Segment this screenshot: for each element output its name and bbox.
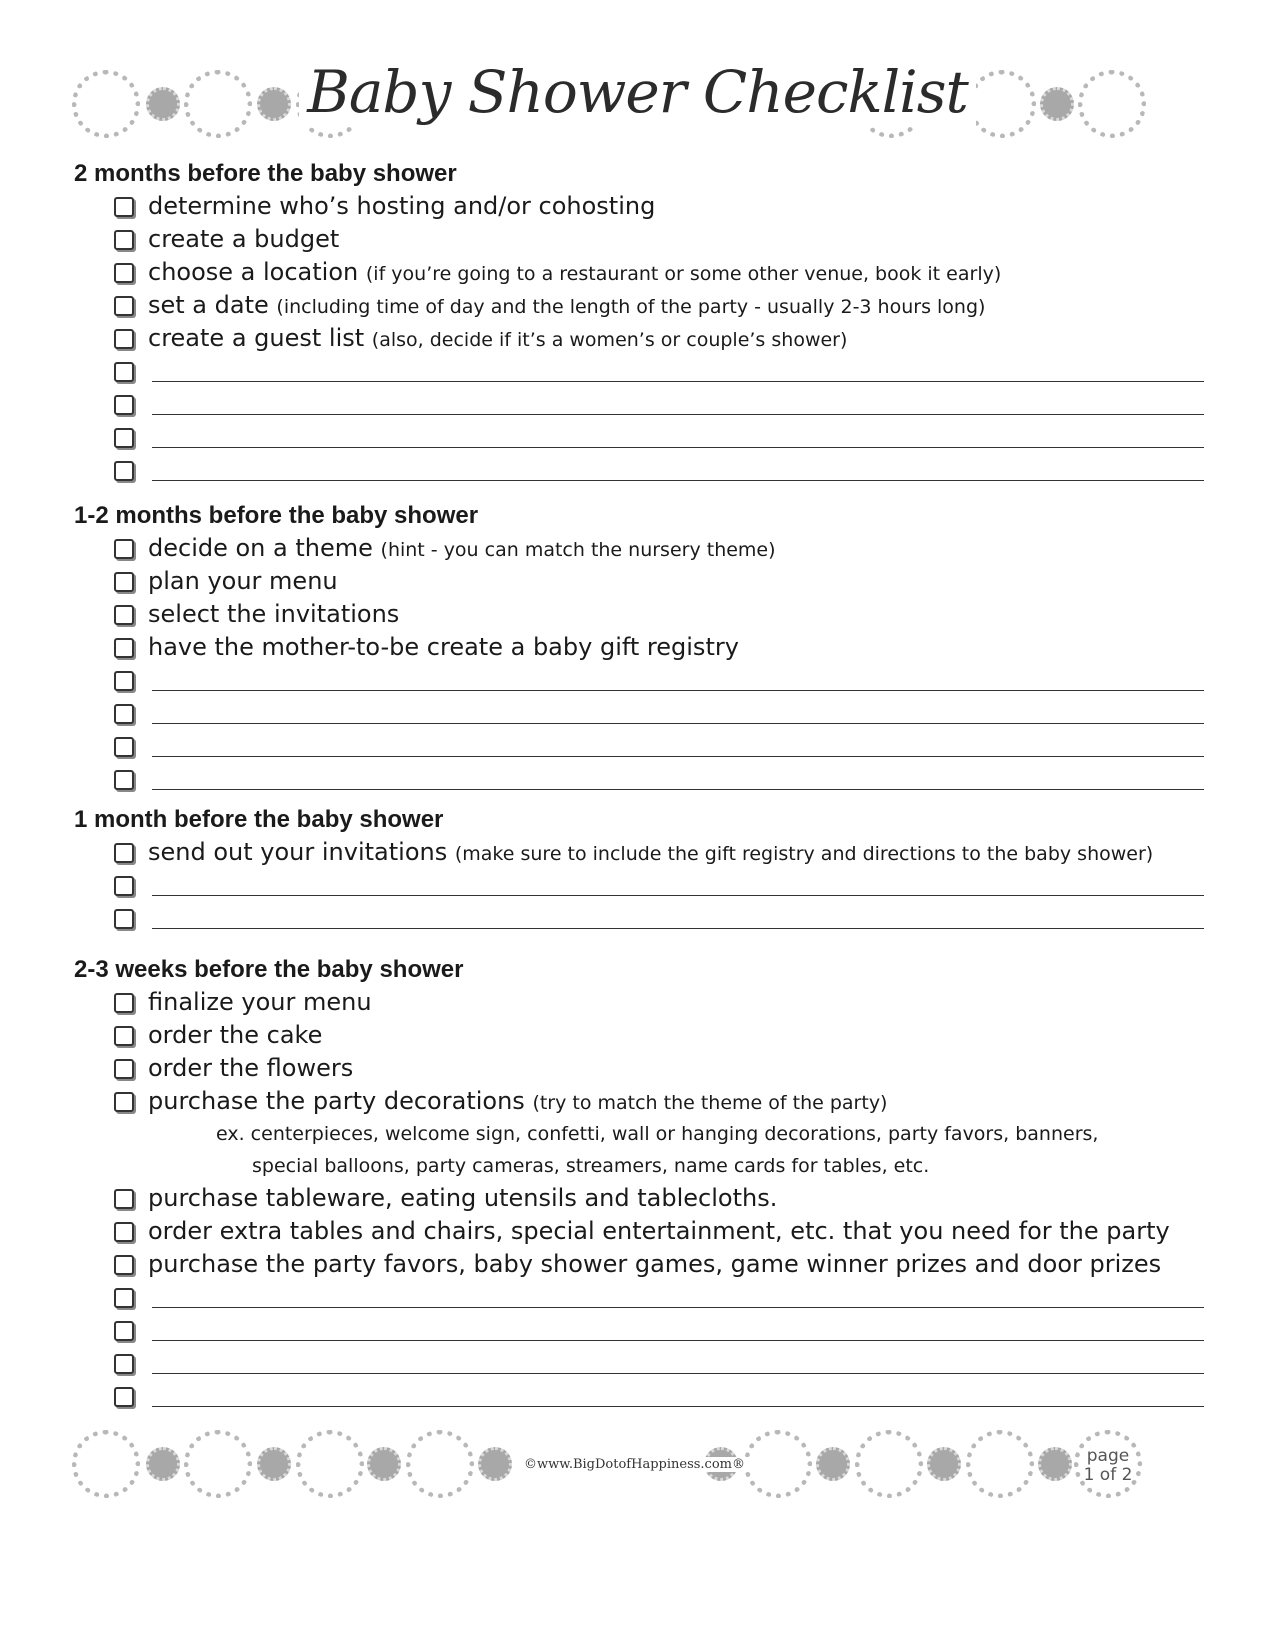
checkbox[interactable] bbox=[114, 671, 134, 691]
checklist-item[interactable] bbox=[74, 1215, 1204, 1248]
write-in-line[interactable] bbox=[152, 1373, 1204, 1374]
item-text: finalize your menu bbox=[148, 988, 372, 1016]
checklist-item[interactable] bbox=[74, 532, 1204, 565]
section-1-2-months bbox=[74, 500, 1204, 796]
write-in-line[interactable] bbox=[152, 480, 1204, 481]
blank-item[interactable] bbox=[74, 355, 1204, 388]
checkbox[interactable] bbox=[114, 704, 134, 724]
checklist-item[interactable] bbox=[74, 1052, 1204, 1085]
item-text: select the invitations bbox=[148, 600, 400, 628]
checkbox[interactable] bbox=[114, 1092, 134, 1112]
item-note: (hint - you can match the nursery theme) bbox=[380, 539, 776, 561]
blank-item[interactable] bbox=[74, 697, 1204, 730]
checklist-item[interactable] bbox=[74, 631, 1204, 664]
item-text: order the cake bbox=[148, 1021, 323, 1049]
dot-solid-icon bbox=[478, 1447, 512, 1481]
dot-ring-icon bbox=[855, 1430, 923, 1498]
checkbox[interactable] bbox=[114, 230, 134, 250]
item-text: determine who’s hosting and/or cohosting bbox=[148, 192, 656, 220]
checklist-item[interactable] bbox=[74, 986, 1204, 1019]
checkbox[interactable] bbox=[114, 1059, 134, 1079]
write-in-line[interactable] bbox=[152, 1340, 1204, 1341]
checkbox[interactable] bbox=[114, 263, 134, 283]
write-in-line[interactable] bbox=[152, 690, 1204, 691]
item-text: order extra tables and chairs, special entertainment, etc. that you need for the party bbox=[148, 1217, 1170, 1245]
section-1-month bbox=[74, 804, 1204, 935]
checkbox[interactable] bbox=[114, 572, 134, 592]
item-text: purchase the party favors, baby shower games, game winner prizes and door prizes bbox=[148, 1250, 1162, 1278]
section-2-months bbox=[74, 158, 1204, 487]
checklist-item[interactable] bbox=[74, 1085, 1204, 1118]
checklist-item[interactable] bbox=[74, 598, 1204, 631]
checkbox[interactable] bbox=[114, 395, 134, 415]
dot-solid-icon bbox=[927, 1447, 961, 1481]
item-text: plan your menu bbox=[148, 567, 338, 595]
write-in-line[interactable] bbox=[152, 381, 1204, 382]
dot-ring-icon bbox=[72, 1430, 140, 1498]
write-in-line[interactable] bbox=[152, 723, 1204, 724]
dot-ring-icon bbox=[744, 1430, 812, 1498]
section-2-3-weeks bbox=[74, 954, 1204, 1413]
page-of: 1 of 2 bbox=[1083, 1465, 1133, 1485]
blank-item[interactable] bbox=[74, 1347, 1204, 1380]
example-text: special balloons, party cameras, streamers, name cards for tables, etc. bbox=[252, 1155, 930, 1177]
write-in-line[interactable] bbox=[152, 895, 1204, 896]
checkbox[interactable] bbox=[114, 1255, 134, 1275]
checkbox[interactable] bbox=[114, 605, 134, 625]
write-in-line[interactable] bbox=[152, 756, 1204, 757]
checklist-item[interactable] bbox=[74, 1182, 1204, 1215]
write-in-line[interactable] bbox=[152, 447, 1204, 448]
write-in-line[interactable] bbox=[152, 789, 1204, 790]
item-text: choose a location bbox=[148, 258, 359, 286]
dot-solid-icon bbox=[257, 1447, 291, 1481]
blank-item[interactable] bbox=[74, 664, 1204, 697]
checklist-item[interactable] bbox=[74, 190, 1204, 223]
item-text: have the mother-to-be create a baby gift registry bbox=[148, 633, 739, 661]
dot-solid-icon bbox=[146, 1447, 180, 1481]
dot-ring-icon bbox=[966, 1430, 1034, 1498]
page-number bbox=[1080, 1447, 1136, 1485]
section-heading: 1-2 months before the baby shower bbox=[74, 502, 479, 529]
example-text: ex. centerpieces, welcome sign, confetti, wall or hanging decorations, party favors, banners, bbox=[216, 1123, 1099, 1145]
checklist-item[interactable] bbox=[74, 836, 1204, 869]
checkbox[interactable] bbox=[114, 539, 134, 559]
checklist-item[interactable] bbox=[74, 322, 1204, 355]
footer-url: ©www.BigDotofHappiness.com® bbox=[520, 1457, 749, 1472]
item-text: purchase the party decorations bbox=[148, 1087, 525, 1115]
blank-item[interactable] bbox=[74, 454, 1204, 487]
checkbox[interactable] bbox=[114, 1321, 134, 1341]
blank-item[interactable] bbox=[74, 730, 1204, 763]
item-text: send out your invitations bbox=[148, 838, 448, 866]
checklist-item[interactable] bbox=[74, 223, 1204, 256]
item-text: decide on a theme bbox=[148, 534, 373, 562]
write-in-line[interactable] bbox=[152, 414, 1204, 415]
blank-item[interactable] bbox=[74, 421, 1204, 454]
checkbox[interactable] bbox=[114, 737, 134, 757]
checkbox[interactable] bbox=[114, 876, 134, 896]
title-text: Baby Shower Checklist bbox=[299, 58, 976, 126]
item-note: (including time of day and the length of the party - usually 2-3 hours long) bbox=[276, 296, 986, 318]
blank-item[interactable] bbox=[74, 388, 1204, 421]
section-heading: 1 month before the baby shower bbox=[74, 806, 444, 833]
checkbox[interactable] bbox=[114, 909, 134, 929]
checkbox[interactable] bbox=[114, 638, 134, 658]
checkbox[interactable] bbox=[114, 993, 134, 1013]
checklist-item[interactable] bbox=[74, 565, 1204, 598]
blank-item[interactable] bbox=[74, 1281, 1204, 1314]
checkbox[interactable] bbox=[114, 197, 134, 217]
dot-ring-icon bbox=[296, 1430, 364, 1498]
checkbox[interactable] bbox=[114, 461, 134, 481]
checkbox[interactable] bbox=[114, 296, 134, 316]
checkbox[interactable] bbox=[114, 362, 134, 382]
write-in-line[interactable] bbox=[152, 928, 1204, 929]
item-text: purchase tableware, eating utensils and tablecloths. bbox=[148, 1184, 778, 1212]
checklist-item[interactable] bbox=[74, 1248, 1204, 1281]
blank-item[interactable] bbox=[74, 902, 1204, 935]
checklist-item[interactable] bbox=[74, 256, 1204, 289]
item-note: (try to match the theme of the party) bbox=[532, 1092, 888, 1114]
write-in-line[interactable] bbox=[152, 1307, 1204, 1308]
item-note: (make sure to include the gift registry and directions to the baby shower) bbox=[454, 843, 1154, 865]
blank-item[interactable] bbox=[74, 869, 1204, 902]
dot-solid-icon bbox=[367, 1447, 401, 1481]
item-note: (if you’re going to a restaurant or some other venue, book it early) bbox=[365, 263, 1002, 285]
dot-ring-icon bbox=[406, 1430, 474, 1498]
dot-solid-icon bbox=[1038, 1447, 1072, 1481]
item-text: create a budget bbox=[148, 225, 340, 253]
checkbox[interactable] bbox=[114, 1354, 134, 1374]
section-heading: 2-3 weeks before the baby shower bbox=[74, 956, 464, 983]
section-heading: 2 months before the baby shower bbox=[74, 160, 457, 187]
page-title bbox=[0, 58, 1275, 126]
checkbox[interactable] bbox=[114, 1288, 134, 1308]
checkbox[interactable] bbox=[114, 428, 134, 448]
checkbox[interactable] bbox=[114, 1387, 134, 1407]
item-note: (also, decide if it’s a women’s or couple’s shower) bbox=[371, 329, 848, 351]
checklist-item[interactable] bbox=[74, 1019, 1204, 1052]
checklist-item[interactable] bbox=[74, 289, 1204, 322]
write-in-line[interactable] bbox=[152, 1406, 1204, 1407]
checkbox[interactable] bbox=[114, 1026, 134, 1046]
item-text: set a date bbox=[148, 291, 269, 319]
checkbox[interactable] bbox=[114, 1189, 134, 1209]
page-label: page bbox=[1086, 1446, 1130, 1466]
checkbox[interactable] bbox=[114, 843, 134, 863]
dot-solid-icon bbox=[816, 1447, 850, 1481]
item-text: order the flowers bbox=[148, 1054, 354, 1082]
item-text: create a guest list bbox=[148, 324, 365, 352]
checkbox[interactable] bbox=[114, 329, 134, 349]
checkbox[interactable] bbox=[114, 1222, 134, 1242]
dot-ring-icon bbox=[184, 1430, 252, 1498]
blank-item[interactable] bbox=[74, 1380, 1204, 1413]
blank-item[interactable] bbox=[74, 763, 1204, 796]
blank-item[interactable] bbox=[74, 1314, 1204, 1347]
checkbox[interactable] bbox=[114, 770, 134, 790]
